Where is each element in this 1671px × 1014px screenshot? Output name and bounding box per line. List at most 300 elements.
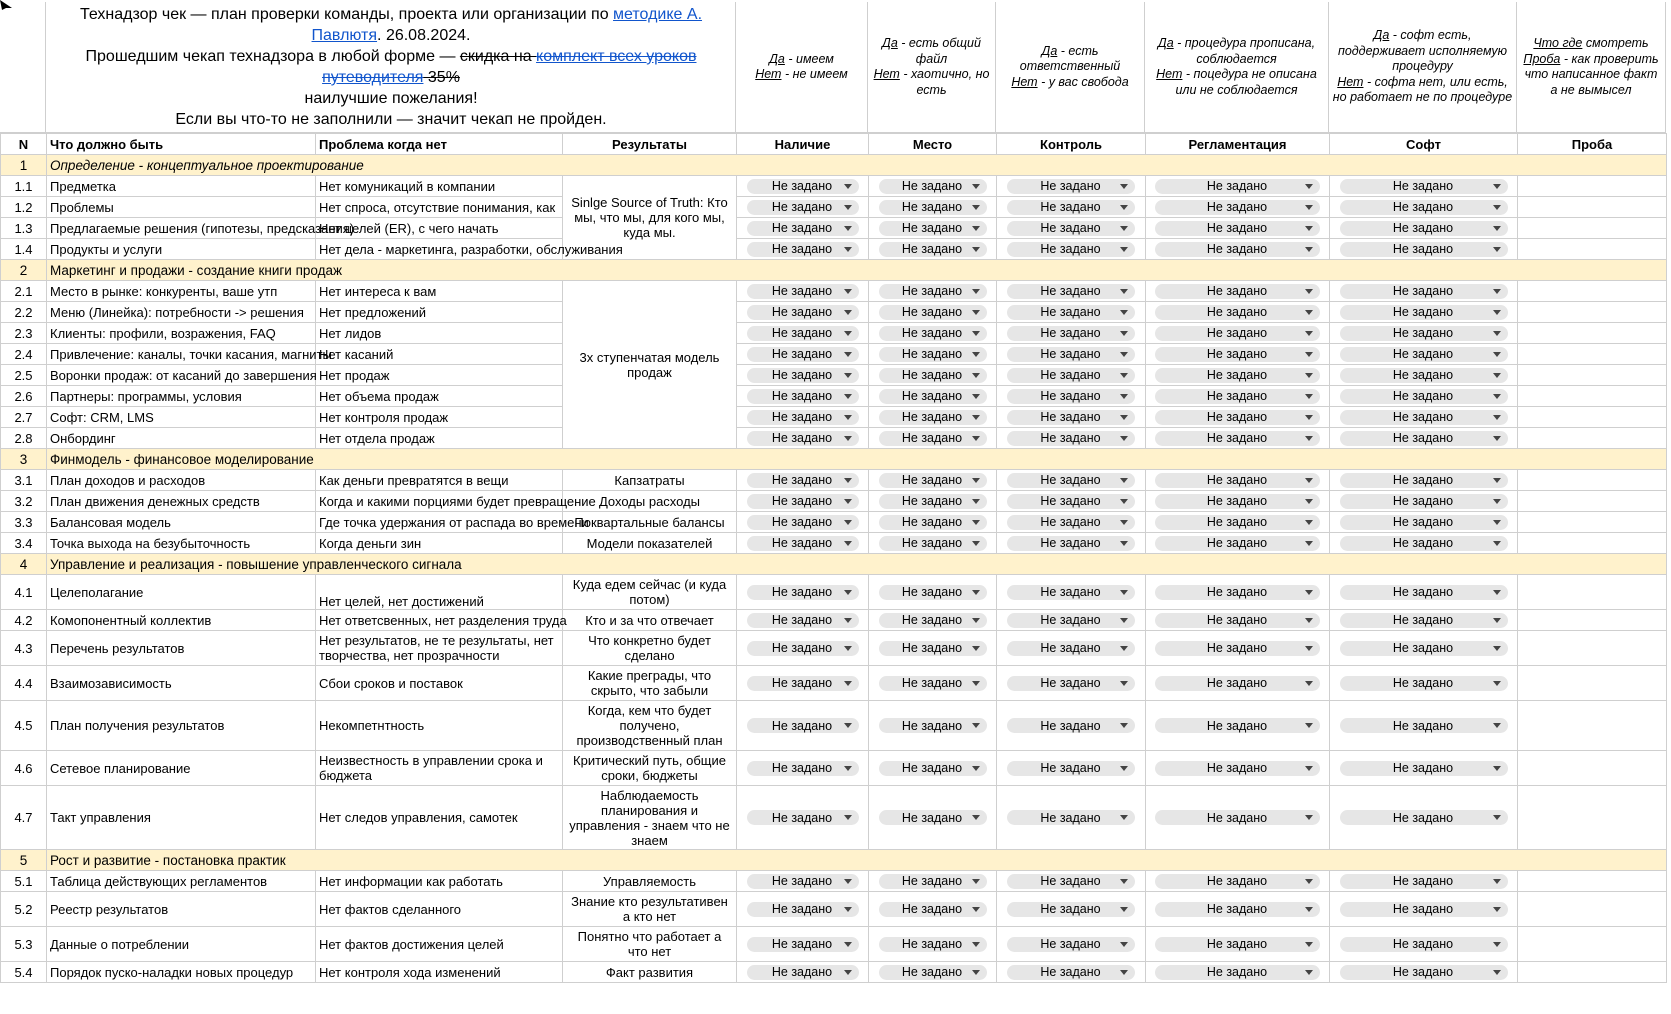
mesto-dropdown[interactable]: Не задано — [879, 761, 987, 776]
problem-cell[interactable]: Нет предложений — [316, 302, 563, 323]
nalichie-dropdown[interactable]: Не задано — [747, 200, 859, 215]
kontrol-dropdown[interactable]: Не задано — [1007, 368, 1135, 383]
section-title[interactable]: Определение - концептуальное проектирование — [47, 155, 1667, 176]
problem-cell[interactable]: Нет касаний — [316, 344, 563, 365]
nalichie-dropdown[interactable]: Не задано — [747, 641, 859, 656]
kontrol-dropdown[interactable]: Не задано — [1007, 874, 1135, 889]
section-number[interactable]: 3 — [1, 449, 47, 470]
soft-dropdown[interactable]: Не задано — [1340, 494, 1508, 509]
results-cell[interactable]: Что конкретно будет сделано — [563, 631, 737, 666]
problem-cell[interactable]: Неизвестность в управлении срока и бюджета — [316, 751, 563, 786]
row-number[interactable]: 4.5 — [1, 701, 47, 751]
nalichie-dropdown[interactable]: Не задано — [747, 494, 859, 509]
kontrol-dropdown[interactable]: Не задано — [1007, 431, 1135, 446]
results-cell[interactable]: Капзатраты — [563, 470, 737, 491]
reglament-dropdown[interactable]: Не задано — [1155, 641, 1320, 656]
row-number[interactable]: 3.3 — [1, 512, 47, 533]
row-number[interactable]: 2.1 — [1, 281, 47, 302]
nalichie-dropdown[interactable]: Не задано — [747, 305, 859, 320]
nalichie-dropdown[interactable]: Не задано — [747, 389, 859, 404]
problem-cell[interactable]: Нет ответсвенных, нет разделения труда — [316, 610, 563, 631]
mesto-dropdown[interactable]: Не задано — [879, 902, 987, 917]
mesto-dropdown[interactable]: Не задано — [879, 874, 987, 889]
proba-cell[interactable] — [1518, 386, 1667, 407]
soft-dropdown[interactable]: Не задано — [1340, 284, 1508, 299]
reglament-dropdown[interactable]: Не задано — [1155, 515, 1320, 530]
nalichie-dropdown[interactable]: Не задано — [747, 585, 859, 600]
reglament-dropdown[interactable]: Не задано — [1155, 937, 1320, 952]
row-number[interactable]: 5.1 — [1, 871, 47, 892]
proba-cell[interactable] — [1518, 892, 1667, 927]
what-cell[interactable]: Целеполагание — [47, 575, 316, 610]
section-number[interactable]: 5 — [1, 850, 47, 871]
what-cell[interactable]: Перечень результатов — [47, 631, 316, 666]
problem-cell[interactable]: Где точка удержания от распада во времени — [316, 512, 563, 533]
problem-cell[interactable]: Нет информации как работать — [316, 871, 563, 892]
lessons-bundle-link[interactable]: комплект всех уроков путеводителя — [322, 48, 697, 86]
col-header-reglament[interactable]: Регламентация — [1146, 134, 1330, 155]
nalichie-dropdown[interactable]: Не задано — [747, 410, 859, 425]
section-title[interactable]: Маркетинг и продажи - создание книги продаж — [47, 260, 1667, 281]
problem-cell[interactable]: Нет фактов достижения целей — [316, 927, 563, 962]
reglament-cell — [1146, 428, 1330, 449]
dropdown-arrow-icon — [1493, 646, 1501, 651]
nalichie-dropdown[interactable]: Не задано — [747, 874, 859, 889]
results-cell[interactable]: Понятно что работает а что нет — [563, 927, 737, 962]
nalichie-dropdown[interactable]: Не задано — [747, 242, 859, 257]
kontrol-cell — [997, 281, 1146, 302]
problem-cell[interactable]: Сбои сроков и поставок — [316, 666, 563, 701]
nalichie-dropdown[interactable]: Не задано — [747, 368, 859, 383]
proba-cell[interactable] — [1518, 512, 1667, 533]
results-cell[interactable]: Поквартальные балансы — [563, 512, 737, 533]
proba-cell[interactable] — [1518, 631, 1667, 666]
reglament-dropdown[interactable]: Не задано — [1155, 431, 1320, 446]
kontrol-dropdown[interactable]: Не задано — [1007, 761, 1135, 776]
nalichie-dropdown[interactable]: Не задано — [747, 515, 859, 530]
kontrol-dropdown[interactable]: Не задано — [1007, 494, 1135, 509]
proba-cell[interactable] — [1518, 751, 1667, 786]
kontrol-dropdown[interactable]: Не задано — [1007, 536, 1135, 551]
row-number[interactable]: 2.3 — [1, 323, 47, 344]
what-cell[interactable]: Такт управления — [47, 786, 316, 850]
row-number[interactable]: 4.1 — [1, 575, 47, 610]
what-cell[interactable]: Взаимозависимость — [47, 666, 316, 701]
reglament-dropdown[interactable]: Не задано — [1155, 536, 1320, 551]
mesto-dropdown[interactable]: Не задано — [879, 937, 987, 952]
what-cell[interactable]: Точка выхода на безубыточность — [47, 533, 316, 554]
what-cell[interactable]: Воронки продаж: от касаний до завершения — [47, 365, 316, 386]
problem-cell[interactable]: Нет контроля продаж — [316, 407, 563, 428]
problem-cell[interactable]: Нет объема продаж — [316, 386, 563, 407]
what-cell[interactable]: Продукты и услуги — [47, 239, 316, 260]
proba-cell[interactable] — [1518, 701, 1667, 751]
nalichie-dropdown[interactable]: Не задано — [747, 810, 859, 825]
soft-dropdown[interactable]: Не задано — [1340, 902, 1508, 917]
nalichie-dropdown[interactable]: Не задано — [747, 902, 859, 917]
soft-dropdown[interactable]: Не задано — [1340, 937, 1508, 952]
proba-cell[interactable] — [1518, 407, 1667, 428]
proba-cell[interactable] — [1518, 239, 1667, 260]
what-cell[interactable]: Комопонентный коллектив — [47, 610, 316, 631]
reglament-dropdown[interactable]: Не задано — [1155, 585, 1320, 600]
reglament-dropdown[interactable]: Не задано — [1155, 200, 1320, 215]
kontrol-dropdown[interactable]: Не задано — [1007, 937, 1135, 952]
col-header-proba[interactable]: Проба — [1518, 134, 1667, 155]
kontrol-cell — [997, 575, 1146, 610]
mesto-dropdown[interactable]: Не задано — [879, 431, 987, 446]
mesto-dropdown[interactable]: Не задано — [879, 718, 987, 733]
nalichie-dropdown[interactable]: Не задано — [747, 326, 859, 341]
nalichie-dropdown[interactable]: Не задано — [747, 676, 859, 691]
soft-dropdown[interactable]: Не задано — [1340, 326, 1508, 341]
table-row — [1, 386, 1667, 407]
problem-cell[interactable]: Нет целей (ER), с чего начать — [316, 218, 563, 239]
col-header-mesto[interactable]: Место — [869, 134, 997, 155]
reglament-dropdown[interactable]: Не задано — [1155, 676, 1320, 691]
results-cell[interactable]: Доходы расходы — [563, 491, 737, 512]
problem-cell[interactable]: Когда деньги зин — [316, 533, 563, 554]
dropdown-arrow-icon — [1305, 646, 1313, 651]
soft-dropdown[interactable]: Не задано — [1340, 368, 1508, 383]
nalichie-dropdown[interactable]: Не задано — [747, 718, 859, 733]
what-cell[interactable]: Предметка — [47, 176, 316, 197]
kontrol-dropdown[interactable]: Не задано — [1007, 585, 1135, 600]
kontrol-dropdown[interactable]: Не задано — [1007, 810, 1135, 825]
reglament-dropdown[interactable]: Не задано — [1155, 810, 1320, 825]
results-merged-cell[interactable]: 3х ступенчатая модель продаж — [563, 281, 737, 449]
kontrol-dropdown[interactable]: Не задано — [1007, 242, 1135, 257]
note-kontrol[interactable]: Да - есть ответственный Нет - у вас свобода — [996, 2, 1145, 133]
nalichie-dropdown[interactable]: Не задано — [747, 284, 859, 299]
kontrol-dropdown[interactable]: Не задано — [1007, 326, 1135, 341]
proba-cell[interactable] — [1518, 344, 1667, 365]
problem-cell[interactable]: Нет спроса, отсутствие понимания, как — [316, 197, 563, 218]
kontrol-dropdown[interactable]: Не задано — [1007, 410, 1135, 425]
soft-dropdown[interactable]: Не задано — [1340, 613, 1508, 628]
proba-cell[interactable] — [1518, 323, 1667, 344]
results-cell[interactable]: Модели показателей — [563, 533, 737, 554]
mesto-dropdown[interactable]: Не задано — [879, 473, 987, 488]
proba-cell[interactable] — [1518, 218, 1667, 239]
results-cell[interactable]: Факт развития — [563, 962, 737, 983]
what-cell[interactable]: Привлечение: каналы, точки касания, магниты — [47, 344, 316, 365]
proba-cell[interactable] — [1518, 365, 1667, 386]
nalichie-dropdown[interactable]: Не задано — [747, 965, 859, 980]
kontrol-dropdown[interactable]: Не задано — [1007, 305, 1135, 320]
soft-dropdown[interactable]: Не задано — [1340, 347, 1508, 362]
row-number[interactable]: 5.2 — [1, 892, 47, 927]
what-cell[interactable]: План движения денежных средств — [47, 491, 316, 512]
proba-cell[interactable] — [1518, 281, 1667, 302]
problem-cell[interactable]: Нет интереса к вам — [316, 281, 563, 302]
note-nalichie[interactable]: Да - имеем Нет - не имеем — [736, 2, 868, 133]
mesto-dropdown[interactable]: Не задано — [879, 536, 987, 551]
nalichie-dropdown[interactable]: Не задано — [747, 179, 859, 194]
section-title[interactable]: Управление и реализация - повышение управленческого сигнала — [47, 554, 1667, 575]
problem-cell[interactable]: Как деньги превратятся в вещи — [316, 470, 563, 491]
reglament-dropdown[interactable]: Не задано — [1155, 179, 1320, 194]
row-number[interactable]: 4.2 — [1, 610, 47, 631]
what-cell[interactable]: Онбординг — [47, 428, 316, 449]
kontrol-dropdown[interactable]: Не задано — [1007, 347, 1135, 362]
results-cell[interactable]: Какие преграды, что скрыто, что забыли — [563, 666, 737, 701]
kontrol-dropdown[interactable]: Не задано — [1007, 221, 1135, 236]
results-cell[interactable]: Критический путь, общие сроки, бюджеты — [563, 751, 737, 786]
proba-cell[interactable] — [1518, 962, 1667, 983]
problem-cell[interactable]: Нет результатов, не те результаты, нет творчества, нет прозрачности — [316, 631, 563, 666]
proba-cell[interactable] — [1518, 491, 1667, 512]
note-reglament[interactable]: Да - процедура прописана, соблюдается Нет - поцедура не описана или не соблюдается — [1145, 2, 1329, 133]
col-header-soft[interactable]: Софт — [1330, 134, 1518, 155]
problem-cell[interactable]: Нет следов управления, самотек — [316, 786, 563, 850]
soft-dropdown[interactable]: Не задано — [1340, 221, 1508, 236]
col-header-what[interactable]: Что должно быть — [47, 134, 316, 155]
soft-dropdown[interactable]: Не задано — [1340, 179, 1508, 194]
note-soft[interactable]: Да - софт есть, поддерживает исполняемую процедуру Нет - софта нет, или есть, но работает не по процедуре — [1329, 2, 1517, 133]
row-number[interactable]: 2.5 — [1, 365, 47, 386]
mesto-dropdown[interactable]: Не задано — [879, 965, 987, 980]
kontrol-dropdown[interactable]: Не задано — [1007, 473, 1135, 488]
reglament-dropdown[interactable]: Не задано — [1155, 410, 1320, 425]
soft-dropdown[interactable]: Не задано — [1340, 585, 1508, 600]
row-number[interactable]: 2.8 — [1, 428, 47, 449]
mesto-dropdown[interactable]: Не задано — [879, 221, 987, 236]
results-cell[interactable]: Когда, кем что будет получено, производственный план — [563, 701, 737, 751]
row-number[interactable]: 2.7 — [1, 407, 47, 428]
section-title[interactable]: Рост и развитие - постановка практик — [47, 850, 1667, 871]
soft-dropdown[interactable]: Не задано — [1340, 242, 1508, 257]
table-row — [1, 428, 1667, 449]
problem-cell[interactable]: Нет контроля хода изменений — [316, 962, 563, 983]
reglament-dropdown[interactable]: Не задано — [1155, 389, 1320, 404]
proba-cell[interactable] — [1518, 470, 1667, 491]
problem-cell[interactable]: Некомпетнтность — [316, 701, 563, 751]
col-header-nalichie[interactable]: Наличие — [737, 134, 869, 155]
soft-dropdown[interactable]: Не задано — [1340, 431, 1508, 446]
results-merged-cell[interactable]: Sinlge Source of Truth: Кто мы, что мы, для кого мы, куда мы. — [563, 176, 737, 260]
section-number[interactable]: 4 — [1, 554, 47, 575]
what-cell[interactable]: Балансовая модель — [47, 512, 316, 533]
reglament-dropdown[interactable]: Не задано — [1155, 221, 1320, 236]
row-number[interactable]: 2.2 — [1, 302, 47, 323]
results-cell[interactable]: Наблюдаемость планирования и управления - знаем что не знаем — [563, 786, 737, 850]
what-cell[interactable]: Клиенты: профили, возражения, FAQ — [47, 323, 316, 344]
what-cell[interactable]: Данные о потреблении — [47, 927, 316, 962]
row-number[interactable]: 3.2 — [1, 491, 47, 512]
row-number[interactable]: 1.4 — [1, 239, 47, 260]
reglament-dropdown[interactable]: Не задано — [1155, 874, 1320, 889]
proba-cell[interactable] — [1518, 302, 1667, 323]
reglament-dropdown[interactable]: Не задано — [1155, 347, 1320, 362]
nalichie-dropdown[interactable]: Не задано — [747, 536, 859, 551]
note-mesto[interactable]: Да - есть общий файл Нет - хаотично, но есть — [868, 2, 996, 133]
what-cell[interactable]: Меню (Линейка): потребности -> решения — [47, 302, 316, 323]
col-header-n[interactable]: N — [1, 134, 47, 155]
row-number[interactable]: 4.6 — [1, 751, 47, 786]
kontrol-dropdown[interactable]: Не задано — [1007, 515, 1135, 530]
reglament-dropdown[interactable]: Не задано — [1155, 613, 1320, 628]
reglament-dropdown[interactable]: Не задано — [1155, 242, 1320, 257]
mesto-dropdown[interactable]: Не задано — [879, 242, 987, 257]
note-proba[interactable]: Что где смотреть Проба - как проверить что написанное факт а не вымысел — [1517, 2, 1666, 133]
what-cell[interactable]: Партнеры: программы, условия — [47, 386, 316, 407]
mesto-dropdown[interactable]: Не задано — [879, 347, 987, 362]
proba-cell[interactable] — [1518, 176, 1667, 197]
mesto-dropdown[interactable]: Не задано — [879, 200, 987, 215]
mesto-dropdown[interactable]: Не задано — [879, 389, 987, 404]
what-cell[interactable]: План доходов и расходов — [47, 470, 316, 491]
problem-cell[interactable]: Нет фактов сделанного — [316, 892, 563, 927]
problem-cell[interactable]: Нет целей, нет достижений — [316, 575, 563, 610]
kontrol-dropdown[interactable]: Не задано — [1007, 613, 1135, 628]
mesto-dropdown[interactable]: Не задано — [879, 368, 987, 383]
kontrol-dropdown[interactable]: Не задано — [1007, 902, 1135, 917]
row-number[interactable]: 3.4 — [1, 533, 47, 554]
results-cell[interactable]: Кто и за что отвечает — [563, 610, 737, 631]
mesto-dropdown[interactable]: Не задано — [879, 810, 987, 825]
soft-dropdown[interactable]: Не задано — [1340, 473, 1508, 488]
what-cell[interactable]: План получения результатов — [47, 701, 316, 751]
row-number[interactable]: 2.6 — [1, 386, 47, 407]
section-number[interactable]: 2 — [1, 260, 47, 281]
nalichie-dropdown[interactable]: Не задано — [747, 347, 859, 362]
kontrol-dropdown[interactable]: Не задано — [1007, 676, 1135, 691]
reglament-dropdown[interactable]: Не задано — [1155, 326, 1320, 341]
mesto-dropdown[interactable]: Не задано — [879, 641, 987, 656]
mesto-dropdown[interactable]: Не задано — [879, 284, 987, 299]
what-cell[interactable]: Предлагаемые решения (гипотезы, предсказания) — [47, 218, 316, 239]
what-cell[interactable]: Реестр результатов — [47, 892, 316, 927]
mesto-dropdown[interactable]: Не задано — [879, 410, 987, 425]
row-number[interactable]: 4.7 — [1, 786, 47, 850]
proba-cell[interactable] — [1518, 610, 1667, 631]
row-number[interactable]: 3.1 — [1, 470, 47, 491]
kontrol-dropdown[interactable]: Не задано — [1007, 965, 1135, 980]
soft-dropdown[interactable]: Не задано — [1340, 718, 1508, 733]
soft-dropdown[interactable]: Не задано — [1340, 874, 1508, 889]
reglament-dropdown[interactable]: Не задано — [1155, 902, 1320, 917]
problem-cell[interactable]: Нет дела - маркетинга, разработки, обслуживания — [316, 239, 563, 260]
what-cell[interactable]: Софт: CRM, LMS — [47, 407, 316, 428]
row-number[interactable]: 4.3 — [1, 631, 47, 666]
results-cell[interactable]: Знание кто результативен а кто нет — [563, 892, 737, 927]
what-cell[interactable]: Порядок пуско-наладки новых процедур — [47, 962, 316, 983]
row-number[interactable]: 1.1 — [1, 176, 47, 197]
what-cell[interactable]: Проблемы — [47, 197, 316, 218]
kontrol-dropdown[interactable]: Не задано — [1007, 718, 1135, 733]
kontrol-dropdown[interactable]: Не задано — [1007, 284, 1135, 299]
header-corner-cell[interactable] — [0, 2, 46, 133]
problem-cell[interactable]: Нет продаж — [316, 365, 563, 386]
nalichie-dropdown[interactable]: Не задано — [747, 613, 859, 628]
problem-cell[interactable]: Нет отдела продаж — [316, 428, 563, 449]
reglament-dropdown[interactable]: Не задано — [1155, 761, 1320, 776]
mesto-dropdown[interactable]: Не задано — [879, 585, 987, 600]
soft-dropdown[interactable]: Не задано — [1340, 761, 1508, 776]
row-number[interactable]: 1.2 — [1, 197, 47, 218]
results-cell[interactable]: Куда едем сейчас (и куда потом) — [563, 575, 737, 610]
soft-dropdown[interactable]: Не задано — [1340, 810, 1508, 825]
proba-cell[interactable] — [1518, 927, 1667, 962]
proba-cell[interactable] — [1518, 428, 1667, 449]
results-cell[interactable]: Управляемость — [563, 871, 737, 892]
mesto-dropdown[interactable]: Не задано — [879, 676, 987, 691]
soft-dropdown[interactable]: Не задано — [1340, 641, 1508, 656]
reglament-dropdown[interactable]: Не задано — [1155, 305, 1320, 320]
dropdown-arrow-icon — [844, 879, 852, 884]
col-header-results[interactable]: Результаты — [563, 134, 737, 155]
proba-cell[interactable] — [1518, 786, 1667, 850]
problem-cell[interactable]: Нет лидов — [316, 323, 563, 344]
mesto-dropdown[interactable]: Не задано — [879, 326, 987, 341]
mesto-dropdown[interactable]: Не задано — [879, 494, 987, 509]
nalichie-dropdown[interactable]: Не задано — [747, 937, 859, 952]
kontrol-dropdown[interactable]: Не задано — [1007, 179, 1135, 194]
nalichie-dropdown[interactable]: Не задано — [747, 473, 859, 488]
mesto-dropdown[interactable]: Не задано — [879, 179, 987, 194]
problem-cell[interactable]: Когда и какими порциями будет превращение — [316, 491, 563, 512]
proba-cell[interactable] — [1518, 575, 1667, 610]
soft-dropdown[interactable]: Не задано — [1340, 305, 1508, 320]
methodology-link[interactable]: методике А. Павлютя — [311, 6, 703, 44]
soft-dropdown[interactable]: Не задано — [1340, 676, 1508, 691]
row-number[interactable]: 2.4 — [1, 344, 47, 365]
section-number[interactable]: 1 — [1, 155, 47, 176]
kontrol-dropdown[interactable]: Не задано — [1007, 200, 1135, 215]
reglament-dropdown[interactable]: Не задано — [1155, 965, 1320, 980]
mesto-dropdown[interactable]: Не задано — [879, 305, 987, 320]
soft-dropdown[interactable]: Не задано — [1340, 389, 1508, 404]
row-number[interactable]: 1.3 — [1, 218, 47, 239]
soft-dropdown[interactable]: Не задано — [1340, 515, 1508, 530]
section-title[interactable]: Финмодель - финансовое моделирование — [47, 449, 1667, 470]
mesto-dropdown[interactable]: Не задано — [879, 515, 987, 530]
row-number[interactable]: 4.4 — [1, 666, 47, 701]
nalichie-cell — [737, 512, 869, 533]
what-cell[interactable]: Место в рынке: конкуренты, ваше утп — [47, 281, 316, 302]
nalichie-dropdown[interactable]: Не задано — [747, 761, 859, 776]
reglament-dropdown[interactable]: Не задано — [1155, 473, 1320, 488]
soft-dropdown[interactable]: Не задано — [1340, 965, 1508, 980]
nalichie-dropdown[interactable]: Не задано — [747, 431, 859, 446]
soft-dropdown[interactable]: Не задано — [1340, 200, 1508, 215]
soft-dropdown[interactable]: Не задано — [1340, 536, 1508, 551]
proba-cell[interactable] — [1518, 197, 1667, 218]
row-number[interactable]: 5.4 — [1, 962, 47, 983]
mesto-cell — [869, 491, 997, 512]
soft-dropdown[interactable]: Не задано — [1340, 410, 1508, 425]
reglament-dropdown[interactable]: Не задано — [1155, 718, 1320, 733]
proba-cell[interactable] — [1518, 533, 1667, 554]
proba-cell[interactable] — [1518, 666, 1667, 701]
reglament-dropdown[interactable]: Не задано — [1155, 368, 1320, 383]
what-cell[interactable]: Сетевое планирование — [47, 751, 316, 786]
mesto-dropdown[interactable]: Не задано — [879, 613, 987, 628]
row-number[interactable]: 5.3 — [1, 927, 47, 962]
kontrol-dropdown[interactable]: Не задано — [1007, 641, 1135, 656]
nalichie-dropdown[interactable]: Не задано — [747, 221, 859, 236]
what-cell[interactable]: Таблица действующих регламентов — [47, 871, 316, 892]
problem-cell[interactable]: Нет комуникаций в компании — [316, 176, 563, 197]
col-header-kontrol[interactable]: Контроль — [997, 134, 1146, 155]
reglament-dropdown[interactable]: Не задано — [1155, 284, 1320, 299]
col-header-problem[interactable]: Проблема когда нет — [316, 134, 563, 155]
reglament-dropdown[interactable]: Не задано — [1155, 494, 1320, 509]
proba-cell[interactable] — [1518, 871, 1667, 892]
dropdown-arrow-icon — [844, 499, 852, 504]
kontrol-dropdown[interactable]: Не задано — [1007, 389, 1135, 404]
